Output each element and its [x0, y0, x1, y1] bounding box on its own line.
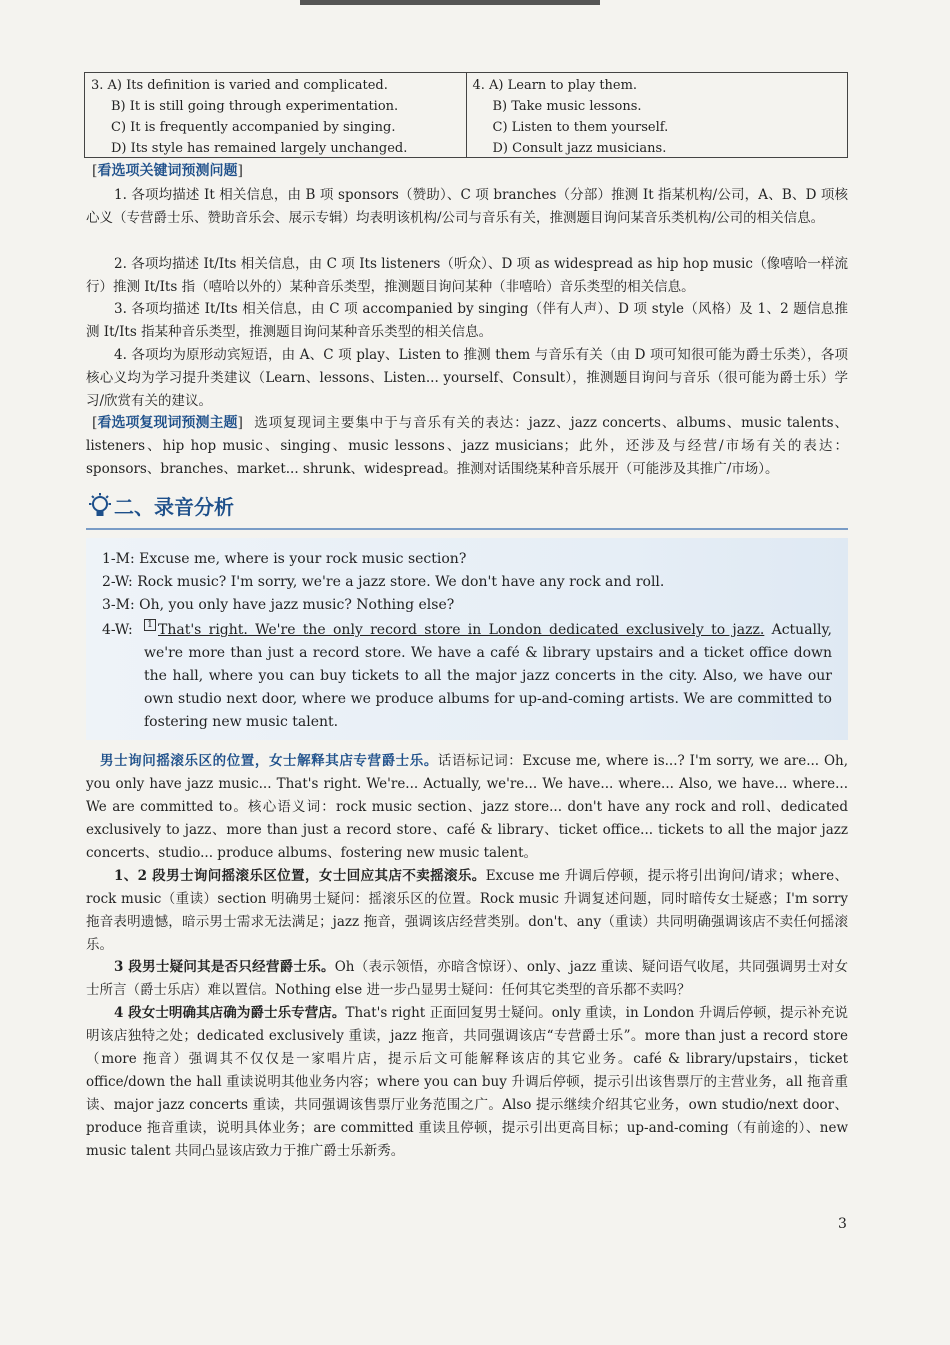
analysis-section-3-text: Oh（表示领悟，亦暗含惊讶）、only、jazz 重读、疑问语气收尾，共同强调男士对女士所言（爵士乐店）难以置信。Nothing else 进一步凸显男士疑问：任何其它类型的音乐都不卖吗？ — [86, 959, 849, 998]
question-3-options — [85, 73, 466, 157]
analysis-section-1 — [86, 865, 848, 957]
transcript-line-3: 3-M: Oh, you only have jazz music? Nothing else? — [102, 597, 455, 613]
q4-option-a: 4. A) Learn to play them. — [472, 78, 638, 93]
q3-option-b: B) It is still going through experimentation. — [111, 99, 399, 114]
analysis-summary-lead: 男士询问摇滚乐区的位置，女士解释其店专营爵士乐。 — [100, 753, 438, 769]
transcript-line-2: 2-W: Rock music? I'm sorry, we're a jazz store. We don't have any rock and roll. — [102, 574, 665, 590]
transcript-line-4-label: 4-W: — [102, 622, 133, 638]
predict-paragraph-4: 4. 各项均为原形动宾短语，由 A、C 项 play、Listen to 推测 them 与音乐有关（由 D 项可知很可能为爵士乐类），各项核心义均为学习提升类建议（Learn、lessons、Listen... yourself、Consult），推测题目询问与音乐（很可能为爵士乐）学习/欣赏有关的建议。 — [86, 347, 848, 409]
lightbulb-icon — [86, 492, 114, 520]
section-title: 二、录音分析 — [114, 495, 234, 519]
sentence-number-badge: 1 — [144, 619, 156, 631]
analysis-section-3 — [86, 956, 848, 1002]
analysis-section-4 — [86, 1002, 848, 1163]
analysis-section-1-text: Excuse me 升调后停顿，提示将引出询问/请求；where、rock music（重读）section 明确男士疑问：摇滚乐区的位置。Rock music 升调复述问题，同时暗传女士疑惑；I'm sorry 拖音表明遗憾，暗示男士需求无法满足；jazz 拖音，强调该店经营类别。don't、any（重读）共同明确强调该店不卖任何摇滚乐。 — [86, 868, 848, 953]
q3-option-a: 3. A) Its definition is varied and complicated. — [91, 78, 388, 93]
q4-option-d: D) Consult jazz musicians. — [492, 141, 667, 156]
analysis-section-4-lead: 4 段女士明确其店确为爵士乐专营店。 — [114, 1005, 346, 1021]
transcript-line-1: 1-M: Excuse me, where is your rock music section? — [102, 551, 467, 567]
transcript-line-4-body — [144, 619, 832, 734]
predict-paragraph-1: 1. 各项均描述 It 相关信息，由 B 项 sponsors（赞助）、C 项 branches（分部）推测 It 指某机构/公司，A、B、D 项核心义（专营爵士乐、赞助音乐会、展示专辑）均表明该机构/公司与音乐有关，推测题目询问某音乐类机构/公司的相关信息。 — [86, 187, 848, 226]
top-edge-bar — [300, 0, 600, 5]
q4-option-c: C) Listen to them yourself. — [492, 120, 669, 135]
predict-heading-row — [86, 160, 848, 183]
predict-paragraph-2: 2. 各项均描述 It/Its 相关信息，由 C 项 Its listeners（听众）、D 项 as widespread as hip hop music（像嘻哈一样流行）推测 It/Its 指（嘻哈以外的）某种音乐类型，推测题目询问某种（非嘻哈）音乐类型的相关信息。 — [86, 256, 848, 295]
predict-paragraph-3: 3. 各项均描述 It/Its 相关信息，由 C 项 accompanied by singing（伴有人声）、D 项 style（风格）及 1、2 题信息推测 It/Its 指某种音乐类型，推测题目询问某种音乐类型的相关信息。 — [86, 301, 848, 340]
transcript-box — [86, 538, 848, 740]
theme-text: 选项复现词主要集中于与音乐有关的表达：jazz、jazz concerts、albums、music talents、listeners、hip hop music、singing、music lessons、jazz musicians；此外，还涉及与经营/市场有关的表达：sponsors、branches、market... shrunk、widespread。推测对话围绕某种音乐展开（可能涉及其推广/市场）。 — [86, 415, 848, 477]
q4-option-b: B) Take music lessons. — [492, 99, 642, 114]
predict-heading: [ 看选项关键词预测问题 ] — [86, 160, 249, 183]
key-sentence: That's right. We're the only record store in London dedicated exclusively to jazz. — [158, 622, 765, 638]
analysis-section-1-lead: 1、2 段男士询问摇滚乐区位置，女士回应其店不卖摇滚乐。 — [114, 868, 486, 884]
page-number: 3 — [838, 1216, 847, 1232]
theme-paragraph — [86, 412, 848, 481]
transcript-line-4-rest: Actually, we're more than just a record store. We have a café & library upstairs and a ticket office down the hall, where you can buy tickets to all the major jazz concerts in the city. Also, we have our own studio next door, where we produce albums for up-and-coming artists. We are committed to fostering new music talent. — [144, 622, 832, 730]
question-4-options — [466, 73, 848, 157]
q3-option-c: C) It is frequently accompanied by singing. — [111, 120, 396, 135]
analysis-summary — [86, 750, 848, 865]
analysis-section-4-text: That's right 正面回复男士疑问。only 重读，in London 升调后停顿，提示补充说明该店独特之处；dedicated exclusively 重读，jazz 拖音，共同强调该店“专营爵士乐”。more than just a record store（more 拖音）强调其不仅仅是一家唱片店，提示后文可能解释该店的其它业务。café & library/upstairs，ticket office/down the hall 重读说明其他业务内容；where you can buy 升调后停顿，提示引出该售票厅的主营业务，all 拖音重读、major jazz concerts 重读，共同强调该售票厅业务范围之广。Also 提示继续介绍其它业务，own studio/next door、produce 拖音重读，说明具体业务；are committed 重读且停顿，提示引出更高目标；up-and-coming（有前途的）、new music talent 共同凸显该店致力于推广爵士乐新秀。 — [86, 1005, 849, 1159]
section-header — [86, 488, 848, 530]
theme-heading: [ 看选项复现词预测主题 ] — [86, 412, 249, 435]
options-table — [84, 72, 848, 158]
analysis-summary-text: 话语标记词：Excuse me, where is...? I'm sorry, we are... Oh, you only have jazz music... That's right. We're... Actually, we're... We have... where... Also, we have... where... We are committed to。核心语义词：rock music section、jazz store... don't have any rock and roll、dedicated exclusively to jazz、more than just a record store、café & library、ticket office... tickets to all the major jazz concerts、studio... produce albums、fostering new music talent。 — [86, 753, 848, 861]
analysis-section-3-lead: 3 段男士疑问其是否只经营爵士乐。 — [114, 959, 335, 975]
q3-option-d: D) Its style has remained largely unchanged. — [111, 141, 408, 156]
